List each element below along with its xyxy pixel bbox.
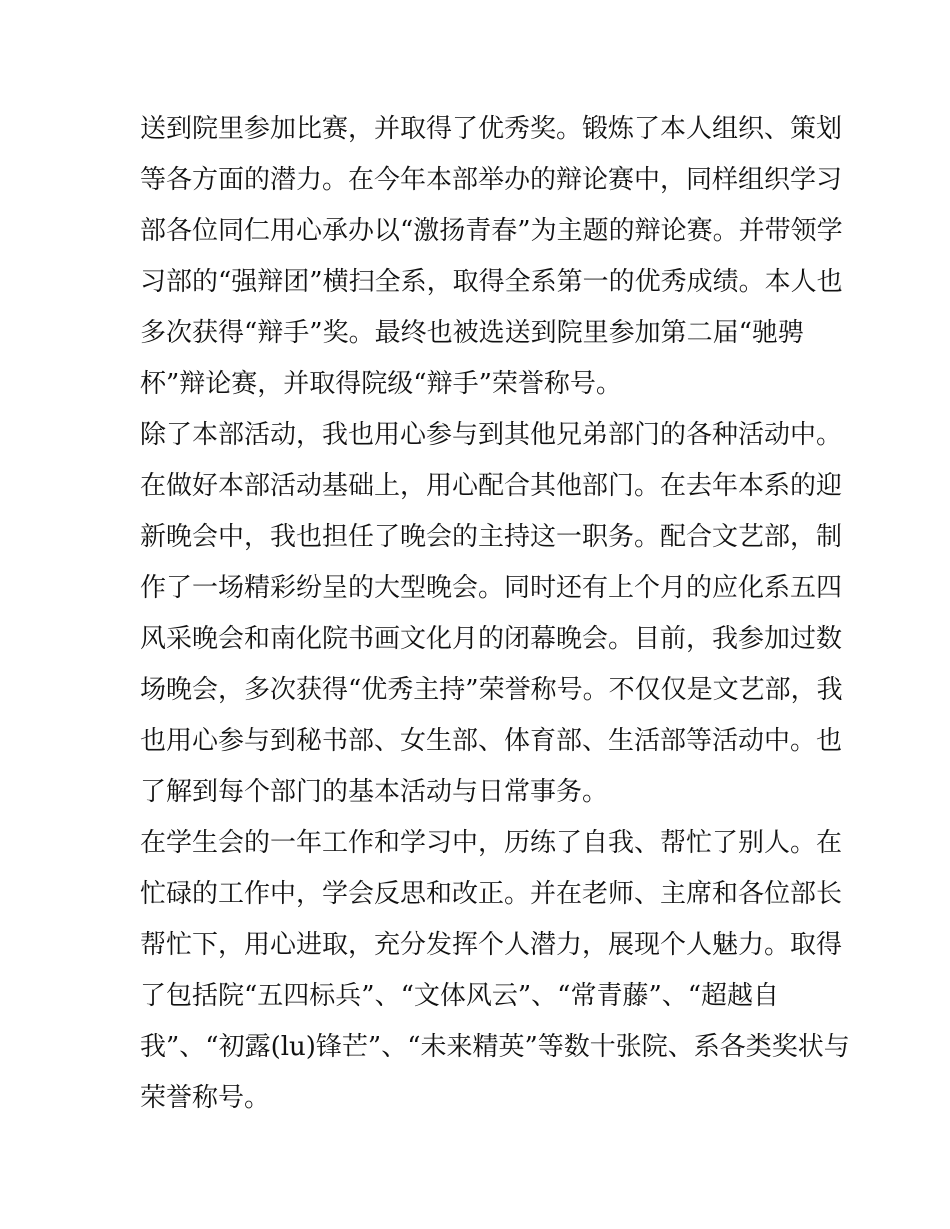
text-line: 我”、“初露(lu)锋芒”、“未来精英”等数十张院、系各类奖状与: [140, 1032, 850, 1062]
text-line: 在做好本部活动基础上，用心配合其他部门。在去年本系的迎: [140, 471, 843, 501]
text-line: 忙碌的工作中，学会反思和改正。并在老师、主席和各位部长: [140, 879, 843, 909]
text-line: 新晚会中，我也担任了晚会的主持这一职务。配合文艺部，制: [140, 522, 843, 552]
text-line: 送到院里参加比赛，并取得了优秀奖。锻炼了本人组织、策划: [140, 114, 843, 144]
text-line: 部各位同仁用心承办以“激扬青春”为主题的辩论赛。并带领学: [140, 216, 843, 246]
text-line: 了解到每个部门的基本活动与日常事务。: [140, 777, 609, 807]
text-line: 在学生会的一年工作和学习中，历练了自我、帮忙了别人。在: [140, 828, 843, 858]
text-line: 习部的“强辩团”横扫全系，取得全系第一的优秀成绩。本人也: [140, 267, 843, 297]
text-line: 也用心参与到秘书部、女生部、体育部、生活部等活动中。也: [140, 726, 843, 756]
text-line: 等各方面的潜力。在今年本部举办的辩论赛中，同样组织学习: [140, 165, 843, 195]
text-line: 了包括院“五四标兵”、“文体风云”、“常青藤”、“超越自: [140, 981, 780, 1011]
text-line: 作了一场精彩纷呈的大型晚会。同时还有上个月的应化系五四: [140, 573, 843, 603]
text-line: 风采晚会和南化院书画文化月的闭幕晚会。目前，我参加过数: [140, 624, 843, 654]
text-line: 多次获得“辩手”奖。最终也被选送到院里参加第二届“驰骋: [140, 318, 804, 348]
text-line: 场晚会，多次获得“优秀主持”荣誉称号。不仅仅是文艺部，我: [140, 675, 843, 705]
text-line: 除了本部活动，我也用心参与到其他兄弟部门的各种活动中。: [140, 420, 843, 450]
text-line: 荣誉称号。: [140, 1083, 271, 1113]
body-text: [140, 104, 850, 1124]
text-line: 帮忙下，用心进取，充分发挥个人潜力，展现个人魅力。取得: [140, 930, 843, 960]
text-line: 杯”辩论赛，并取得院级“辩手”荣誉称号。: [140, 369, 622, 399]
